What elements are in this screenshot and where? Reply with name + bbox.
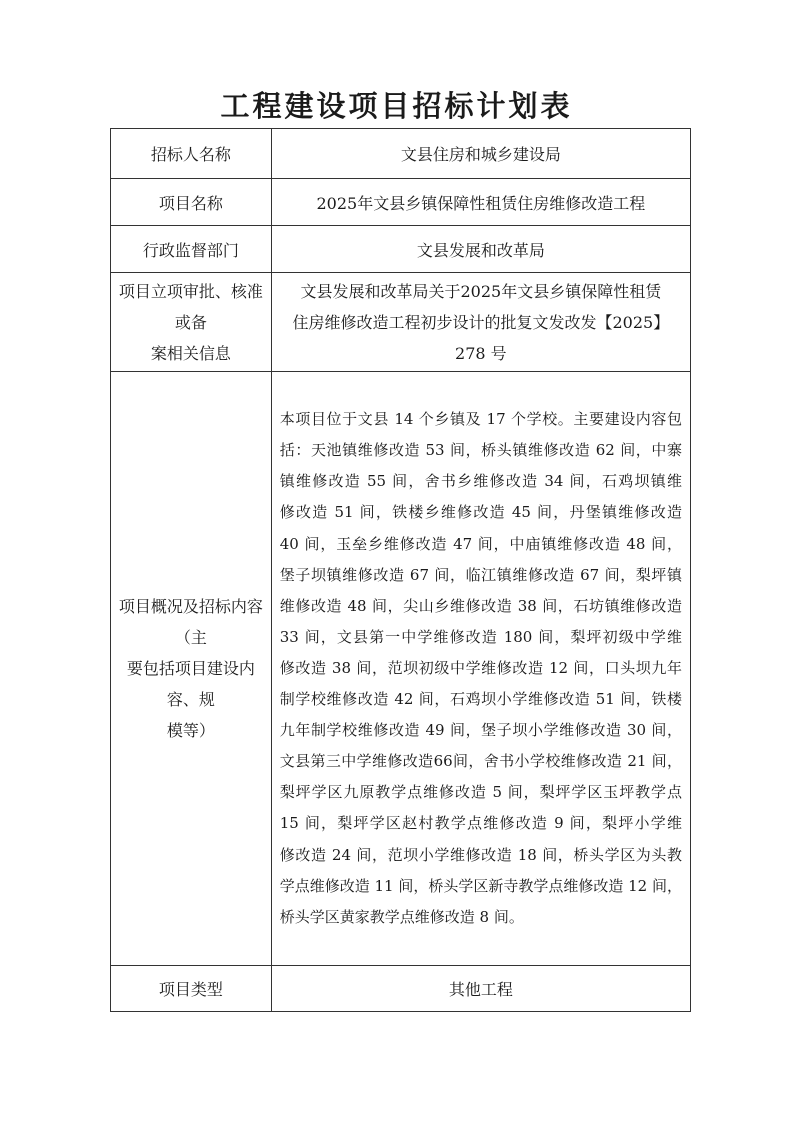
overview-line: 括：天池镇维修改造 53 间，桥头镇维修改造 62 间，中寨 (279, 441, 682, 460)
value-cell: 文县发展和改革局 (271, 226, 690, 273)
table-row (111, 129, 691, 179)
table-row (111, 966, 691, 1012)
table-row (111, 179, 691, 226)
label-cell: 招标人名称 (111, 129, 272, 179)
label-line: 要包括项目建设内容、规 (126, 659, 255, 709)
label-cell (111, 273, 272, 372)
label-line: 案相关信息 (150, 343, 231, 363)
value-cell (271, 273, 690, 372)
label-cell: 行政监督部门 (111, 226, 272, 273)
overview-line: 文县第三中学维修改造66间，舍书小学校维修改造 21 间， (279, 752, 682, 771)
overview-line: 修改造 38 间，范坝初级中学维修改造 12 间，口头坝九年 (279, 658, 682, 677)
overview-line: 33 间，文县第一中学维修改造 180 间，梨坪初级中学维 (279, 627, 682, 646)
table-row (111, 226, 691, 273)
value-cell: 其他工程 (271, 966, 690, 1012)
value-cell: 2025年文县乡镇保障性租赁住房维修改造工程 (271, 179, 690, 226)
label-cell: 项目类型 (111, 966, 272, 1012)
overview-line: 本项目位于文县 14 个乡镇及 17 个学校。主要建设内容包 (279, 410, 682, 429)
label-line: 项目立项审批、核准或备 (118, 281, 263, 332)
label-line: 模等） (166, 721, 215, 740)
overview-line: 桥头学区黄家教学点维修改造 8 间。 (279, 907, 524, 926)
overview-line: 40 间，玉垒乡维修改造 47 间，中庙镇维修改造 48 间， (279, 534, 682, 553)
overview-line: 九年制学校维修改造 49 间，堡子坝小学维修改造 30 间， (279, 721, 682, 740)
overview-line: 维修改造 48 间，尖山乡维修改造 38 间，石坊镇维修改造 (279, 596, 682, 615)
overview-line: 15 间，梨坪学区赵村教学点维修改造 9 间，梨坪小学维 (279, 814, 682, 833)
document-title: 工程建设项目招标计划表 (220, 89, 573, 123)
value-line: 文县发展和改革局关于2025年文县乡镇保障性租赁 (300, 281, 662, 301)
overview-line: 堡子坝镇维修改造 67 间，临江镇维修改造 67 间，梨坪镇 (279, 565, 682, 584)
table-row (111, 372, 691, 966)
project-overview-cell (271, 372, 690, 966)
label-cell: 项目名称 (111, 179, 272, 226)
label-line: 项目概况及招标内容（主 (118, 597, 263, 647)
overview-line: 修改造 24 间，范坝小学维修改造 18 间，桥头学区为头教 (279, 845, 682, 864)
value-line: 住房维修改造工程初步设计的批复文发改发【2025】 (292, 312, 670, 332)
label-cell (111, 372, 272, 966)
value-line: 278 号 (455, 343, 507, 363)
overview-line: 学点维修改造 11 间，桥头学区新寺教学点维修改造 12 间， (279, 876, 682, 895)
value-cell: 文县住房和城乡建设局 (271, 129, 690, 179)
overview-line: 修改造 51 间，铁楼乡维修改造 45 间，丹堡镇维修改造 (279, 503, 682, 522)
overview-line: 梨坪学区九原教学点维修改造 5 间，梨坪学区玉坪教学点 (279, 783, 682, 802)
bidding-plan-table (110, 128, 691, 1012)
overview-line: 镇维修改造 55 间，舍书乡维修改造 34 间，石鸡坝镇维 (279, 472, 682, 491)
table-row (111, 273, 691, 372)
overview-line: 制学校维修改造 42 间，石鸡坝小学维修改造 51 间，铁楼 (279, 690, 682, 709)
